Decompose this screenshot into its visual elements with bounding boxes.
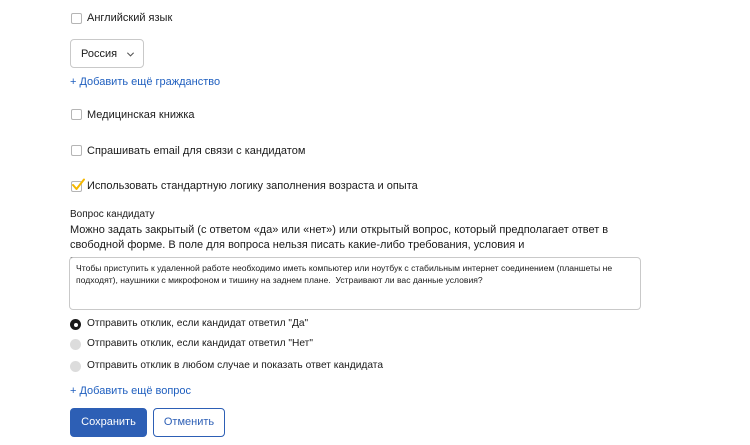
- add-citizenship-link[interactable]: + Добавить ещё гражданство: [70, 76, 221, 88]
- radio-answer-yes[interactable]: [70, 319, 81, 330]
- radio-answer-any[interactable]: [70, 361, 81, 372]
- medical-book-label: Медицинская книжка: [87, 109, 195, 121]
- add-question-link[interactable]: + Добавить ещё вопрос: [70, 385, 192, 397]
- english-checkbox[interactable]: [71, 13, 82, 24]
- standard-logic-checkbox[interactable]: [71, 181, 82, 192]
- ask-email-label: Спрашивать email для связи с кандидатом: [87, 145, 306, 157]
- english-checkbox-label: Английский язык: [87, 12, 173, 24]
- radio-answer-yes-label: Отправить отклик, если кандидат ответил "Да": [87, 318, 309, 329]
- question-title: Вопрос кандидату: [70, 209, 155, 220]
- citizenship-select[interactable]: [70, 39, 144, 68]
- medical-book-checkbox[interactable]: [71, 109, 82, 120]
- radio-answer-any-label: Отправить отклик в любом случае и показать ответ кандидата: [87, 360, 384, 371]
- citizenship-value: Россия: [81, 48, 118, 60]
- save-button[interactable]: Сохранить: [70, 408, 147, 437]
- radio-answer-no-label: Отправить отклик, если кандидат ответил "Нет": [87, 338, 313, 349]
- radio-answer-no[interactable]: [70, 339, 81, 350]
- question-textarea[interactable]: Чтобы приступить к удаленной работе необходимо иметь компьютер или ноутбук с стабильным интернет соединением (планшеты не подходят), наушники с микрофоном и тишину на заднем плане. Устраивают ли вас данные условия?: [69, 257, 641, 310]
- checkmark-icon: [71, 178, 85, 192]
- ask-email-checkbox[interactable]: [71, 145, 82, 156]
- chevron-down-icon: [126, 50, 135, 59]
- standard-logic-label: Использовать стандартную логику заполнения возраста и опыта: [87, 180, 418, 192]
- cancel-button[interactable]: Отменить: [153, 408, 225, 437]
- question-description: Можно задать закрытый (с ответом «да» или «нет») или открытый вопрос, который предполагает ответ в свободной форме. В поле для вопроса нельзя писать какие-либо требования, условия и: [70, 224, 609, 251]
